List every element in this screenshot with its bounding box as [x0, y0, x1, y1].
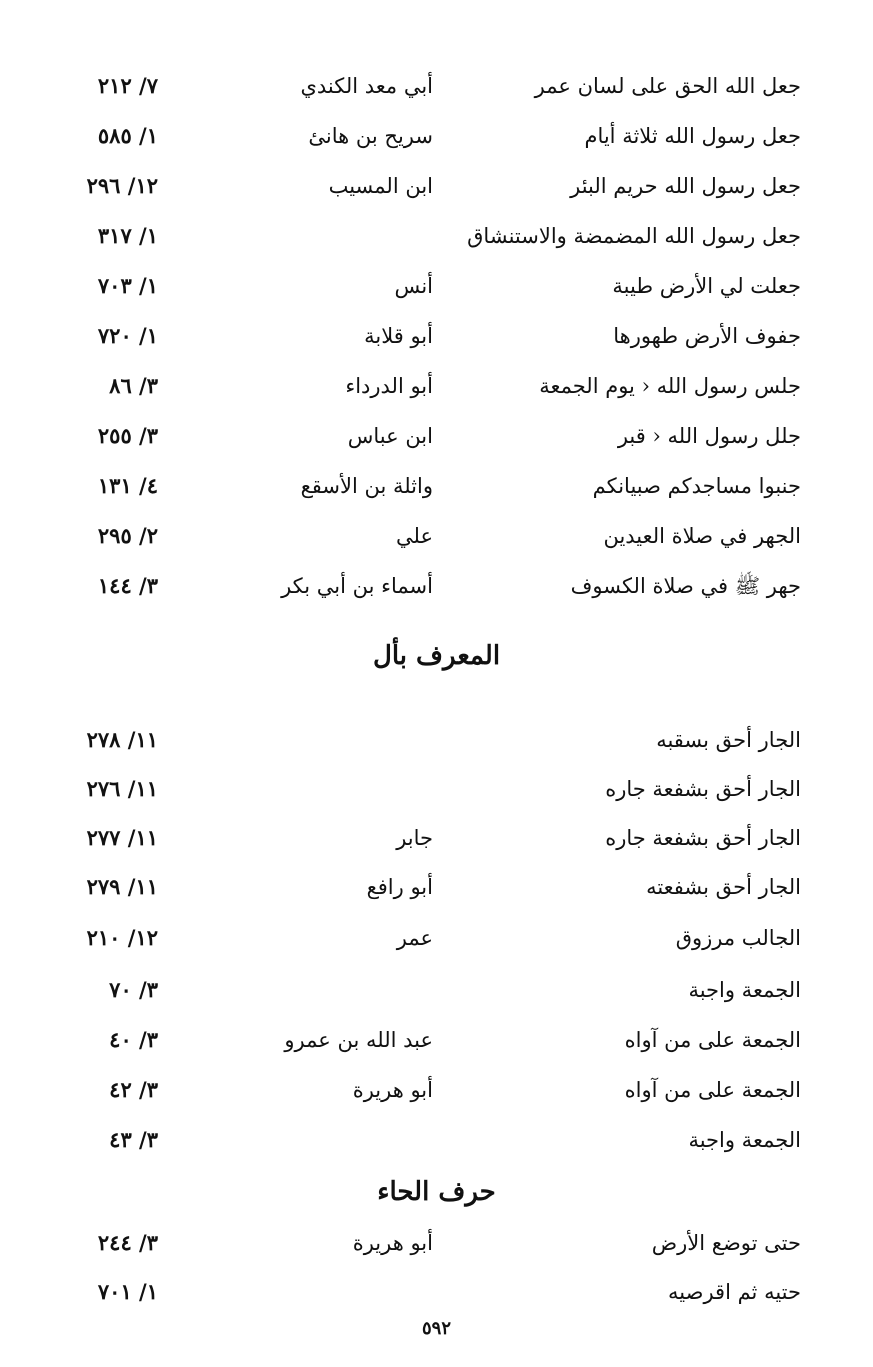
hadith-text: جفوف الأرض طهورها [613, 324, 801, 348]
hadith-text: جعل الله الحق على لسان عمر [534, 74, 801, 98]
table-row [0, 867, 873, 907]
volume-page-ref: ٣/ ٤٠ [109, 1027, 158, 1052]
volume-page-ref: ١/ ٧٠١ [97, 1279, 158, 1304]
volume-page-ref: ٤/ ١٣١ [97, 473, 158, 498]
narrator-name: أنس [394, 274, 433, 298]
hadith-text: الجالب مرزوق [675, 926, 801, 950]
hadith-text: حتى توضع الأرض [651, 1231, 801, 1255]
hadith-text: الجمعة على من آواه [624, 1028, 801, 1052]
narrator-name: أبو هريرة [352, 1231, 433, 1255]
page-number: ٥٩٢ [421, 1318, 451, 1339]
volume-page-ref: ٣/ ٢٤٤ [97, 1230, 158, 1255]
narrator-name: عبد الله بن عمرو [284, 1028, 433, 1052]
table-row [0, 1070, 873, 1110]
volume-page-ref: ٧/ ٢١٢ [97, 73, 158, 98]
narrator-name: أبو الدرداء [345, 374, 433, 398]
narrator-name: أسماء بن أبي بكر [281, 574, 433, 598]
volume-page-ref: ٣/ ٤٢ [109, 1077, 158, 1102]
hadith-text: الجار أحق بشفعة جاره [605, 826, 801, 850]
volume-page-ref: ١١/ ٢٧٧ [86, 825, 158, 850]
table-row [0, 66, 873, 106]
narrator-name: علي [396, 524, 433, 548]
narrator-name: جابر [396, 826, 433, 850]
table-row [0, 366, 873, 406]
hadith-text: جعل رسول الله المضمضة والاستنشاق [467, 224, 801, 248]
hadith-text: جعلت لي الأرض طيبة [612, 274, 801, 298]
hadith-text: حتيه ثم اقرصيه [668, 1280, 801, 1304]
hadith-text: جلل رسول الله ‹ قبر [617, 424, 801, 448]
hadith-text: الجمعة على من آواه [624, 1078, 801, 1102]
volume-page-ref: ١/ ٣١٧ [97, 223, 158, 248]
volume-page-ref: ١٢/ ٢١٠ [86, 925, 158, 950]
table-row [0, 918, 873, 958]
hadith-text: الجار أحق بسقبه [656, 728, 801, 752]
hadith-text: جنبوا مساجدكم صبيانكم [592, 474, 801, 498]
hadith-text: الجمعة واجبة [688, 978, 801, 1002]
narrator-name: أبو رافع [366, 875, 433, 899]
volume-page-ref: ١١/ ٢٧٩ [86, 874, 158, 899]
table-row [0, 1020, 873, 1060]
hadith-text: الجار أحق بشفعة جاره [605, 777, 801, 801]
volume-page-ref: ١/ ٧٠٣ [97, 273, 158, 298]
table-row [0, 216, 873, 256]
table-row [0, 970, 873, 1010]
volume-page-ref: ٣/ ٧٠ [109, 977, 158, 1002]
table-row [0, 720, 873, 760]
table-row [0, 266, 873, 306]
narrator-name: أبو هريرة [352, 1078, 433, 1102]
table-row [0, 516, 873, 556]
volume-page-ref: ١٢/ ٢٩٦ [86, 173, 158, 198]
hadith-text: الجهر في صلاة العيدين [603, 524, 801, 548]
hadith-text: جعل رسول الله حريم البئر [570, 174, 801, 198]
volume-page-ref: ١١/ ٢٧٦ [86, 776, 158, 801]
table-row [0, 818, 873, 858]
table-row [0, 566, 873, 606]
table-row [0, 166, 873, 206]
narrator-name: أبو قلابة [364, 324, 433, 348]
hadith-text: جعل رسول الله ثلاثة أيام [584, 124, 801, 148]
volume-page-ref: ٣/ ٢٥٥ [97, 423, 158, 448]
narrator-name: ابن المسيب [328, 174, 433, 198]
volume-page-ref: ١/ ٧٢٠ [97, 323, 158, 348]
hadith-text: الجمعة واجبة [688, 1128, 801, 1152]
narrator-name: ابن عباس [347, 424, 433, 448]
volume-page-ref: ٢/ ٢٩٥ [97, 523, 158, 548]
narrator-name: أبي معد الكندي [300, 74, 433, 98]
table-row [0, 316, 873, 356]
table-row [0, 1120, 873, 1160]
table-row [0, 416, 873, 456]
narrator-name: عمر [396, 926, 433, 950]
table-row [0, 116, 873, 156]
volume-page-ref: ٣/ ٤٣ [109, 1127, 158, 1152]
volume-page-ref: ٣/ ١٤٤ [97, 573, 158, 598]
table-row [0, 1223, 873, 1263]
section-heading-haa: حرف الحاء [377, 1177, 496, 1207]
table-row [0, 466, 873, 506]
narrator-name: واثلة بن الأسقع [300, 474, 433, 498]
narrator-name: سريح بن هانئ [308, 124, 433, 148]
hadith-text: جلس رسول الله ‹ يوم الجمعة [539, 374, 801, 398]
table-row [0, 769, 873, 809]
section-heading-definite: المعرف بأل [372, 641, 501, 671]
volume-page-ref: ٣/ ٨٦ [109, 373, 158, 398]
hadith-text: جهر ﷺ في صلاة الكسوف [570, 574, 801, 598]
hadith-text: الجار أحق بشفعته [646, 875, 801, 899]
table-row [0, 1272, 873, 1312]
volume-page-ref: ١١/ ٢٧٨ [86, 727, 158, 752]
volume-page-ref: ١/ ٥٨٥ [97, 123, 158, 148]
